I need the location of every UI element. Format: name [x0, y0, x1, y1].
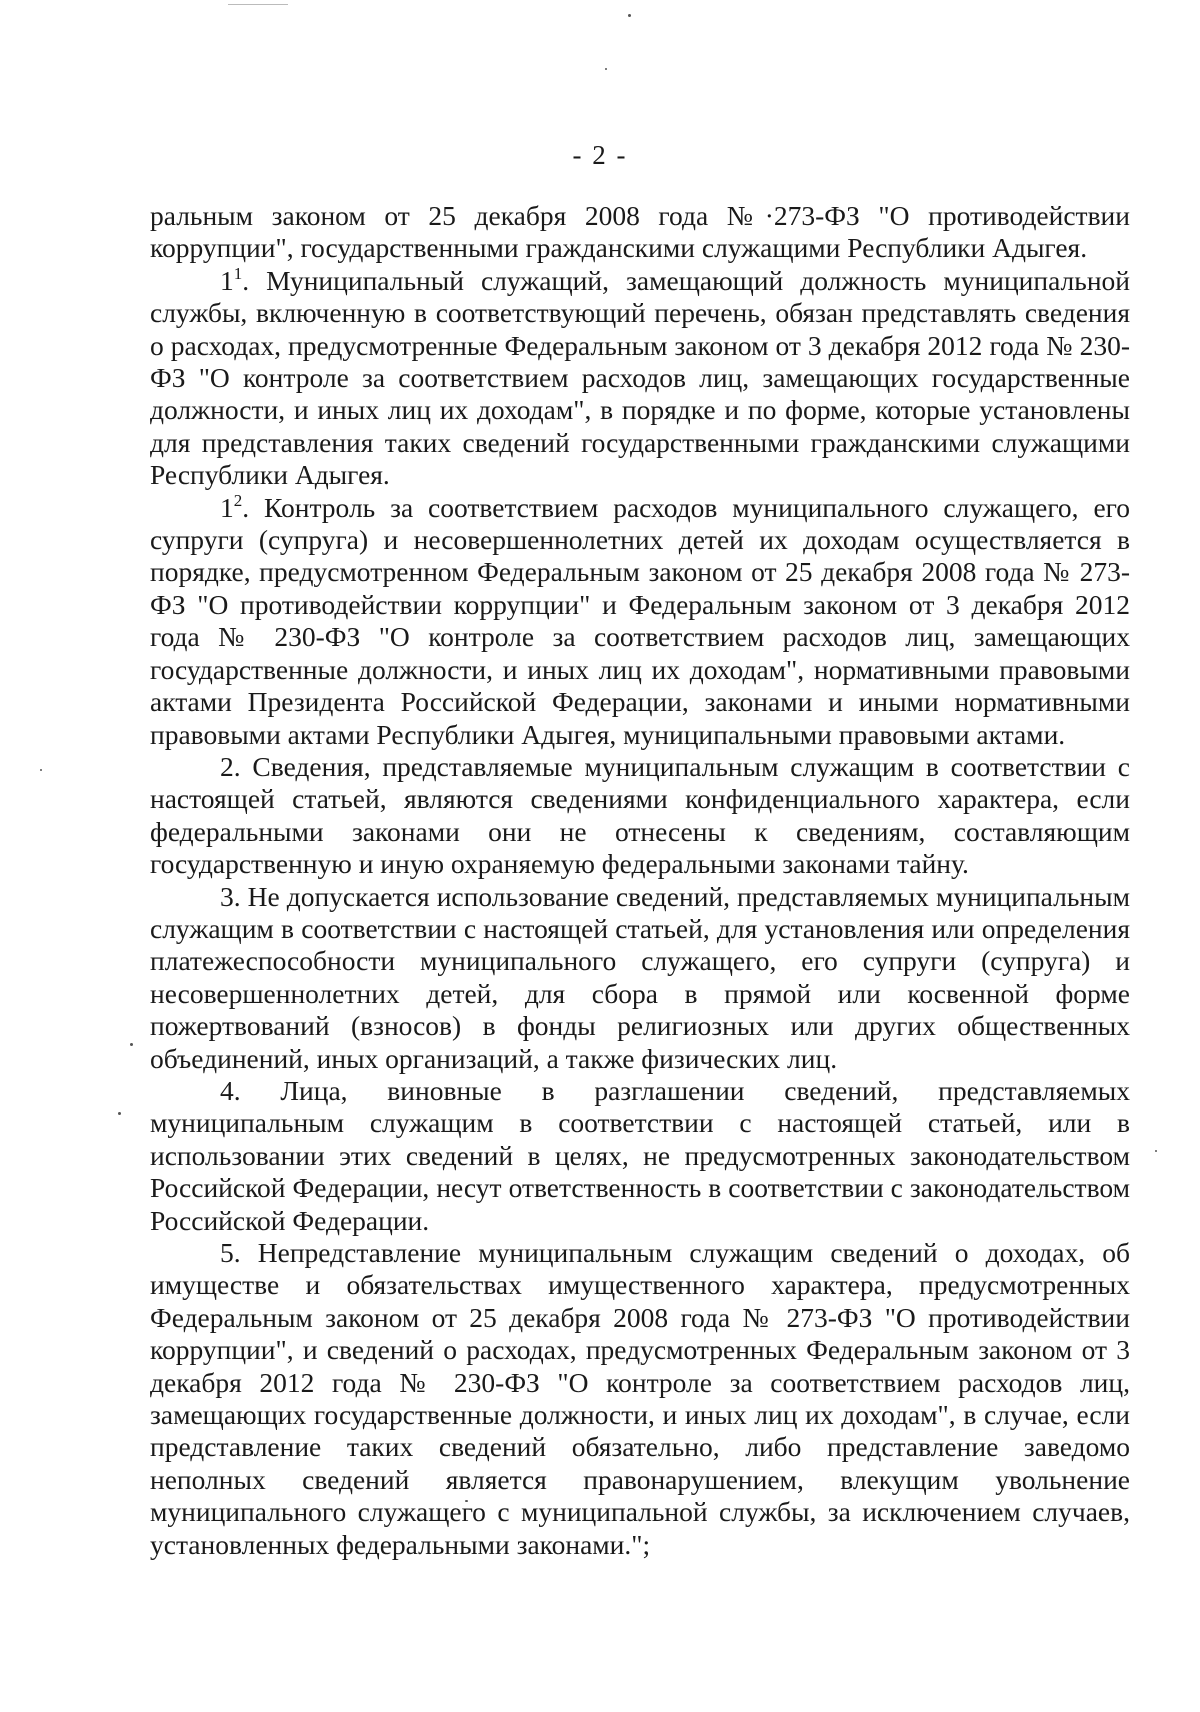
scan-speck — [1155, 1150, 1157, 1152]
paragraph-text: 5. Непредставление муниципальным служащим сведений о доходах, об имуществе и обязательствах имущественного характера, предусмотренных Федеральным законом от 25 декабря 2008 года № 273-ФЗ "О противодействии коррупции", и сведений о расходах, предусмотренных Федеральным законом от 3 декабря 2012 года № 230-ФЗ "О контроле за соответствием расходов лиц, замещающих государственные должности, и иных лиц их доходам", в случае, если представление таких сведений обязательно, либо представление заведомо неполных сведений является правонарушением, влекущим увольнение муниципального служащего с муниципальной службы, за исключением случаев, установленных федеральными законами."; — [150, 1237, 1130, 1560]
paragraph-text: ральным законом от 25 декабря 2008 года №·273-ФЗ "О противодействии коррупции", государственными гражданскими служащими Республики Адыгея. — [150, 200, 1130, 264]
scan-artifact-line — [228, 4, 288, 5]
scan-speck — [130, 1043, 133, 1046]
paragraph-number: $1^1$ — [220, 263, 243, 296]
paragraph-5 — [150, 1237, 1130, 1561]
paragraph-text: 4. Лица, виновные в разглашении сведений, представляемых муниципальным служащим в соответствии с настоящей статьей, или в использовании этих сведений в целях, не предусмотренных законодательством Российской Федерации, несут ответственность в соответствии с законодательством Российской Федерации. — [150, 1074, 1130, 1236]
scan-speck — [628, 14, 631, 17]
paragraph-text: . Контроль за соответствием расходов муниципального служащего, его супруги (супруга) и несовершеннолетних детей их доходам осуществляется в порядке, предусмотренном Федеральным законом от 25 декабря 2008 года № 273-ФЗ "О противодействии коррупции" и Федеральным законом от 3 декабря 2012 года № 230-ФЗ "О контроле за соответствием расходов лиц, замещающих государственные должности, и иных лиц их доходам", нормативными правовыми актами Президента Российской Федерации, законами и иными нормативными правовыми актами Республики Адыгея, муниципальными правовыми актами. — [150, 491, 1130, 750]
page-number: - 2 - — [572, 140, 628, 170]
paragraph-text: . Муниципальный служащий, замещающий должность муниципальной службы, включенную в соответствующий перечень, обязан представлять сведения о расходах, предусмотренные Федеральным законом от 3 декабря 2012 года № 230-ФЗ "О контроле за соответствием расходов лиц, замещающих государственные должности, и иных лиц их доходам", в порядке и по форме, которые установлены для представления таких сведений государственными гражданскими служащими Республики Адыгея. — [150, 264, 1130, 491]
paragraph-continuation — [150, 200, 1130, 265]
document-body — [150, 200, 1130, 1561]
paragraph-4 — [150, 1075, 1130, 1237]
paragraph-1-1 — [150, 265, 1130, 492]
paragraph-1-2 — [150, 492, 1130, 751]
paragraph-number-superscript: 2 — [233, 490, 243, 510]
paragraph-number: $1^2$ — [220, 490, 243, 523]
paragraph-2 — [150, 751, 1130, 881]
paragraph-3 — [150, 881, 1130, 1075]
paragraph-number-superscript: 1 — [233, 263, 243, 283]
paragraph-text: 2. Сведения, представляемые муниципальным служащим в соответствии с настоящей статьей, являются сведениями конфиденциального характера, если федеральными законами они не отнесены к сведениям, составляющим государственную и иную охраняемую федеральными законами тайну. — [150, 750, 1130, 880]
paragraph-text: 3. Не допускается использование сведений, представляемых муниципальным служащим в соответствии с настоящей статьей, для установления или определения платежеспособности муниципального служащего, его супруги (супруга) и несовершеннолетних детей, для сбора в прямой или косвенной форме пожертвований (взносов) в фонды религиозных или других общественных объединений, иных организаций, а также физических лиц. — [150, 880, 1130, 1074]
scan-speck — [40, 769, 42, 771]
scan-speck — [605, 68, 607, 70]
scan-speck — [118, 1112, 121, 1115]
